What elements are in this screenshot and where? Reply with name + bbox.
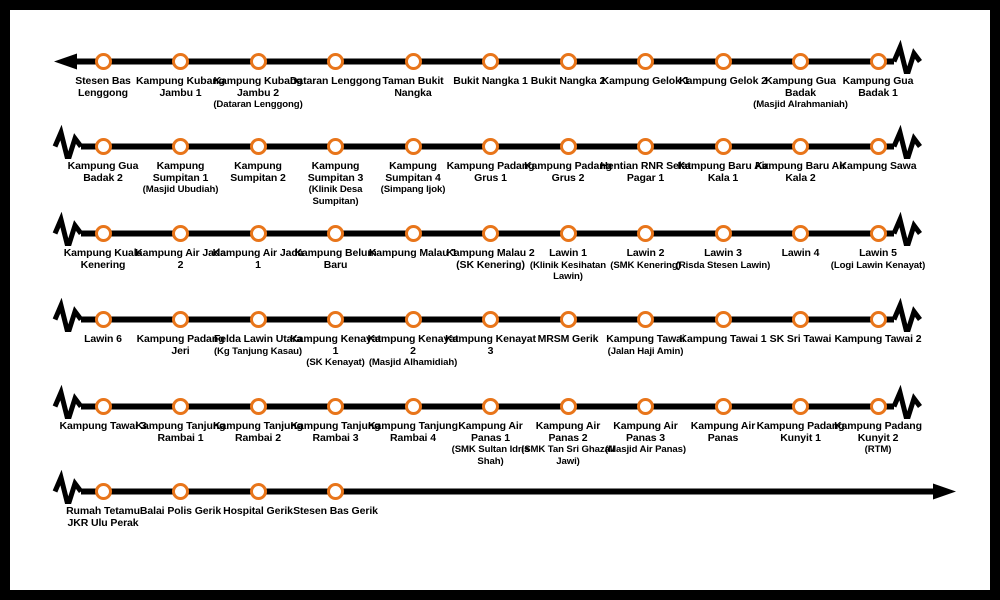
station-label: Kampung Padang Kunyit 2 (RTM) — [834, 420, 922, 456]
station-node-icon[interactable] — [482, 398, 499, 415]
station-node-icon[interactable] — [870, 138, 887, 155]
station-label: Kampung Padang Grus 1 — [446, 160, 535, 184]
station-node-icon[interactable] — [327, 398, 344, 415]
station-node-icon[interactable] — [870, 225, 887, 242]
station-label: Kampung Tawai (Jalan Haji Amin) — [606, 333, 685, 357]
station-label: Hentian RNR Selat Pagar 1 — [600, 160, 691, 184]
station-sublabel: (Masjid Ubudiah) — [142, 184, 219, 196]
station-node-icon[interactable] — [482, 53, 499, 70]
station-label: Kampung Tanjung Rambai 1 — [135, 420, 226, 444]
station-label: Kampung Padang Grus 2 — [524, 160, 612, 184]
station-node-icon[interactable] — [792, 398, 809, 415]
station-sublabel: (RTM) — [864, 444, 892, 456]
station-label: Kampung Baru Air Kala 2 — [755, 160, 846, 184]
station-node-icon[interactable] — [560, 311, 577, 328]
station-group-4 — [10, 298, 990, 384]
station-label: Kampung Air Panas 1 (SMK Sultan Idris Shah) — [451, 420, 530, 467]
station-node-icon[interactable] — [637, 398, 654, 415]
station-label: MRSM Gerik — [537, 333, 599, 345]
station-node-icon[interactable] — [327, 483, 344, 500]
station-label: Kampung Sumpitan 3 (Klinik Desa Sumpitan) — [307, 160, 364, 207]
station-label: Bukit Nangka 1 — [453, 75, 528, 87]
station-node-icon[interactable] — [172, 53, 189, 70]
station-node-icon[interactable] — [405, 311, 422, 328]
station-label: Kampung Tanjung Rambai 2 — [213, 420, 303, 444]
station-node-icon[interactable] — [172, 483, 189, 500]
route-line-4 — [10, 298, 990, 384]
station-label: Balai Polis Gerik — [139, 505, 222, 517]
station-label: Felda Lawin Utara (Kg Tanjung Kasau) — [213, 333, 303, 357]
station-label: Lawin 4 — [781, 247, 820, 259]
route-diagram — [10, 10, 990, 590]
station-sublabel: (Masjid Air Panas) — [604, 444, 686, 456]
station-label: SK Sri Tawai — [769, 333, 832, 345]
station-label: Lawin 2 (SMK Kenering) — [610, 247, 681, 271]
station-stop[interactable] — [830, 298, 926, 346]
station-sublabel: (Masjid Alrahmaniah) — [753, 99, 848, 111]
station-label: Kampung Kenayat 2 (Masjid Alhamidiah) — [367, 333, 459, 369]
station-node-icon[interactable] — [95, 53, 112, 70]
station-node-icon[interactable] — [870, 53, 887, 70]
station-node-icon[interactable] — [715, 138, 732, 155]
station-label: Bukit Nangka 2 — [530, 75, 606, 87]
station-label: Stesen Bas Lenggong — [75, 75, 131, 99]
station-label: Kampung Air Jada 2 — [135, 247, 226, 271]
station-node-icon[interactable] — [95, 398, 112, 415]
station-group-2 — [10, 125, 990, 211]
station-sublabel: (Jalan Haji Amin) — [607, 345, 684, 357]
station-label: Kampung Gua Badak 1 — [842, 75, 914, 99]
station-group-5 — [10, 385, 990, 471]
station-group-1 — [10, 40, 990, 126]
station-node-icon[interactable] — [172, 398, 189, 415]
station-sublabel: (SMK Kenering) — [610, 259, 681, 271]
station-label: Rumah Tetamu JKR Ulu Perak — [66, 505, 140, 529]
station-node-icon[interactable] — [560, 53, 577, 70]
station-node-icon[interactable] — [792, 138, 809, 155]
station-label: Kampung Kenayat 3 — [445, 333, 536, 357]
station-node-icon[interactable] — [715, 53, 732, 70]
station-label: Kampung Tawai 1 — [679, 333, 767, 345]
station-stop[interactable] — [830, 212, 926, 271]
station-node-icon[interactable] — [95, 483, 112, 500]
station-sublabel: (SMK Tan Sri Ghazali Jawi) — [521, 444, 615, 467]
station-node-icon[interactable] — [792, 225, 809, 242]
station-node-icon[interactable] — [405, 138, 422, 155]
station-label: Kampung Gua Badak 2 — [67, 160, 139, 184]
station-node-icon[interactable] — [250, 311, 267, 328]
station-node-icon[interactable] — [870, 311, 887, 328]
route-line-2 — [10, 125, 990, 211]
station-sublabel: (Simpang Ijok) — [380, 184, 446, 196]
station-node-icon[interactable] — [172, 225, 189, 242]
station-label: Kampung Sawa — [839, 160, 917, 172]
station-label: Kampung Gua Badak (Masjid Alrahmaniah) — [753, 75, 848, 111]
station-label: Kampung Air Panas — [690, 420, 756, 444]
station-label: Kampung Air Panas 2 (SMK Tan Sri Ghazali Jawi) — [521, 420, 615, 467]
station-stop[interactable] — [830, 385, 926, 456]
station-node-icon[interactable] — [637, 138, 654, 155]
route-line-1 — [10, 40, 990, 126]
station-node-icon[interactable] — [792, 53, 809, 70]
station-node-icon[interactable] — [172, 138, 189, 155]
station-node-icon[interactable] — [482, 225, 499, 242]
station-label: Kampung Air Jada 1 — [212, 247, 304, 271]
station-label: Kampung Padang Jeri — [136, 333, 225, 357]
station-node-icon[interactable] — [327, 53, 344, 70]
route-line-6 — [10, 470, 990, 556]
station-group-6 — [10, 470, 990, 556]
station-label: Kampung Tawai 2 — [834, 333, 922, 345]
station-label: Kampung Malau 1 — [368, 247, 458, 259]
station-label: Kampung Padang Kunyit 1 — [756, 420, 845, 444]
station-node-icon[interactable] — [637, 311, 654, 328]
station-node-icon[interactable] — [327, 311, 344, 328]
station-node-icon[interactable] — [250, 138, 267, 155]
station-sublabel: (Risda Stesen Lawin) — [675, 259, 771, 271]
station-sublabel: (SMK Sultan Idris Shah) — [451, 444, 530, 467]
station-stop[interactable] — [830, 125, 926, 173]
station-node-icon[interactable] — [95, 225, 112, 242]
station-node-icon[interactable] — [560, 138, 577, 155]
station-label: Kampung Air Panas 3 (Masjid Air Panas) — [604, 420, 686, 456]
station-label: Lawin 6 — [84, 333, 122, 345]
station-label: Stesen Bas Gerik — [293, 505, 378, 517]
station-node-icon[interactable] — [405, 398, 422, 415]
station-node-icon[interactable] — [715, 225, 732, 242]
station-node-icon[interactable] — [482, 311, 499, 328]
station-label: Kampung Belum Baru — [294, 247, 377, 271]
station-label: Hospital Gerik — [223, 505, 293, 517]
route-line-5 — [10, 385, 990, 471]
station-label: Kampung Malau 2 (SK Kenering) — [446, 247, 535, 271]
station-label: Kampung Tanjung Rambai 3 — [290, 420, 381, 444]
station-label: Lawin 3 (Risda Stesen Lawin) — [675, 247, 771, 271]
station-sublabel: (Kg Tanjung Kasau) — [213, 345, 303, 357]
station-sublabel: (Logi Lawin Kenayat) — [830, 259, 926, 271]
station-node-icon[interactable] — [715, 311, 732, 328]
station-sublabel: (Masjid Alhamidiah) — [368, 357, 458, 369]
station-label: Kampung Gelok 1 — [601, 75, 690, 87]
station-label: Kampung Sumpitan 1 (Masjid Ubudiah) — [142, 160, 219, 196]
station-sublabel: (Dataran Lenggong) — [213, 99, 303, 111]
station-label: Kampung Kubang Jambu 1 — [135, 75, 225, 99]
station-node-icon[interactable] — [172, 311, 189, 328]
station-node-icon[interactable] — [405, 225, 422, 242]
route-line-3 — [10, 212, 990, 298]
station-node-icon[interactable] — [327, 225, 344, 242]
station-label: Kampung Tanjung Rambai 4 — [368, 420, 458, 444]
station-node-icon[interactable] — [560, 398, 577, 415]
station-label: Lawin 1 (Klinik Kesihatan Lawin) — [529, 247, 607, 283]
station-label: Kampung Baru Air Kala 1 — [677, 160, 769, 184]
station-node-icon[interactable] — [250, 398, 267, 415]
station-stop[interactable] — [288, 470, 384, 518]
station-node-icon[interactable] — [95, 311, 112, 328]
station-label: Kampung Kenayat 1 (SK Kenayat) — [290, 333, 381, 369]
station-label: Kampung Sumpitan 2 — [230, 160, 286, 184]
station-node-icon[interactable] — [250, 225, 267, 242]
station-label: Kampung Tawai 3 — [59, 420, 147, 432]
station-label: Kampung Kubang Jambu 2 (Dataran Lenggong) — [213, 75, 303, 111]
station-node-icon[interactable] — [637, 225, 654, 242]
station-group-3 — [10, 212, 990, 298]
station-node-icon[interactable] — [637, 53, 654, 70]
station-sublabel: (Klinik Kesihatan Lawin) — [529, 259, 607, 283]
station-node-icon[interactable] — [792, 311, 809, 328]
station-label: Kampung Sumpitan 4 (Simpang Ijok) — [380, 160, 446, 196]
station-label: Kampung Kuala Kenering — [63, 247, 143, 271]
station-label: Dataran Lenggong — [289, 75, 382, 87]
station-label: Taman Bukit Nangka — [382, 75, 444, 99]
station-node-icon[interactable] — [95, 138, 112, 155]
station-node-icon[interactable] — [560, 225, 577, 242]
station-node-icon[interactable] — [482, 138, 499, 155]
station-node-icon[interactable] — [870, 398, 887, 415]
station-node-icon[interactable] — [715, 398, 732, 415]
diagram-frame — [10, 10, 990, 590]
station-node-icon[interactable] — [405, 53, 422, 70]
station-node-icon[interactable] — [327, 138, 344, 155]
station-node-icon[interactable] — [250, 483, 267, 500]
station-label: Kampung Gelok 2 — [679, 75, 767, 87]
station-sublabel: (SK Kenayat) — [306, 357, 365, 369]
station-sublabel: (Klinik Desa Sumpitan) — [308, 184, 363, 207]
station-node-icon[interactable] — [250, 53, 267, 70]
station-label: Lawin 5 (Logi Lawin Kenayat) — [830, 247, 926, 271]
station-stop[interactable] — [830, 40, 926, 99]
